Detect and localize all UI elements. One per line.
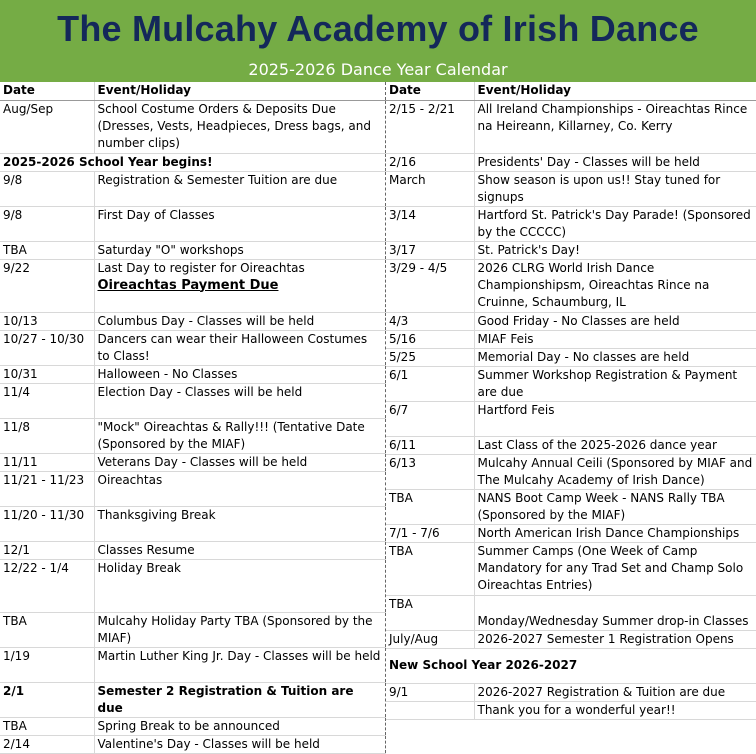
event-description: [94, 312, 385, 330]
event-date: TBA: [386, 489, 474, 524]
event-date: TBA: [0, 717, 94, 735]
event-description: [94, 506, 385, 541]
calendar-row: [386, 312, 756, 330]
event-date: 12/1: [0, 541, 94, 559]
event-text: Martin Luther King Jr. Day - Classes will be held: [97, 648, 381, 663]
event-date: 9/1: [386, 683, 474, 701]
event-description: [94, 612, 385, 647]
event-text: MIAF Feis: [477, 331, 534, 346]
event-text: Show season is upon us!! Stay tuned for signups: [477, 172, 721, 204]
calendar-table-right: [386, 82, 756, 720]
event-date: 11/11: [0, 453, 94, 471]
calendar-row: [0, 559, 385, 612]
calendar-row: [386, 436, 756, 454]
event-description: [94, 471, 385, 506]
calendar-row: [0, 312, 385, 330]
event-date: 6/1: [386, 366, 474, 401]
event-description: [474, 542, 756, 595]
event-date: 3/14: [386, 206, 474, 241]
calendar-row: [386, 595, 756, 630]
calendar-row: [386, 206, 756, 241]
event-description: [474, 683, 756, 701]
event-description: [94, 365, 385, 383]
event-date: 6/11: [386, 436, 474, 454]
event-text: Summer Camps (One Week of Camp Mandatory for any Trad Set and Champ Solo Oireachtas Entries): [477, 543, 744, 592]
event-description: [474, 153, 756, 171]
calendar-row: [386, 630, 756, 648]
event-text: Classes Resume: [97, 542, 195, 557]
calendar-row: [386, 683, 756, 701]
event-date: July/Aug: [386, 630, 474, 648]
calendar-table-left: [0, 82, 386, 754]
calendar-row: [0, 100, 385, 153]
date-header: Date: [386, 82, 474, 100]
event-description: [94, 717, 385, 735]
event-text: Thanksgiving Break: [97, 507, 216, 522]
event-text: St. Patrick's Day!: [477, 242, 580, 257]
event-description: [94, 241, 385, 259]
calendar-row: [0, 541, 385, 559]
event-text: Hartford St. Patrick's Day Parade! (Sponsored by the CCCCC): [477, 207, 751, 239]
event-date: 3/29 - 4/5: [386, 259, 474, 312]
calendar-row: [386, 366, 756, 401]
event-description: [474, 454, 756, 489]
event-description: [474, 330, 756, 348]
event-description: [94, 171, 385, 206]
event-text: 2026-2027 Registration & Tuition are due: [477, 684, 726, 699]
event-description: [94, 259, 385, 312]
event-date: 6/7: [386, 401, 474, 436]
event-text: Oireachtas: [97, 472, 163, 487]
calendar-row: [0, 206, 385, 241]
event-date: 2/16: [386, 153, 474, 171]
calendar-row: [386, 100, 756, 153]
calendar-row: [0, 735, 385, 753]
event-description: [474, 366, 756, 401]
event-date: 10/27 - 10/30: [0, 330, 94, 365]
calendar-row: [0, 647, 385, 682]
event-description: [474, 171, 756, 206]
event-date: 7/1 - 7/6: [386, 524, 474, 542]
event-text: All Ireland Championships - Oireachtas Rince na Heireann, Killarney, Co. Kerry: [477, 101, 748, 133]
event-text: North American Irish Dance Championships: [477, 525, 740, 540]
calendar-row: [386, 489, 756, 524]
calendar-row: [0, 365, 385, 383]
event-date: 5/16: [386, 330, 474, 348]
event-text: Holiday Break: [97, 560, 182, 575]
event-description: [94, 206, 385, 241]
calendar-subtitle: 2025-2026 Dance Year Calendar: [248, 60, 508, 79]
header-row: [0, 82, 385, 100]
calendar-row: [386, 153, 756, 171]
calendar-row: [386, 542, 756, 595]
event-description: [474, 206, 756, 241]
event-date: 4/3: [386, 312, 474, 330]
event-date: 9/8: [0, 206, 94, 241]
calendar-row: [0, 612, 385, 647]
academy-title: The Mulcahy Academy of Irish Dance: [57, 8, 699, 49]
event-description: [94, 330, 385, 365]
calendar-row: [386, 701, 756, 719]
event-date: 11/4: [0, 383, 94, 418]
event-text: Mulcahy Holiday Party TBA (Sponsored by the MIAF): [97, 613, 373, 645]
event-description: [94, 682, 385, 717]
event-date: 3/17: [386, 241, 474, 259]
event-text: Thank you for a wonderful year!!: [477, 702, 676, 717]
section-heading: 2025-2026 School Year begins!: [0, 153, 385, 171]
event-text: Good Friday - No Classes are held: [477, 313, 680, 328]
event-date: 2/1: [0, 682, 94, 717]
event-description: [474, 100, 756, 153]
event-date: TBA: [0, 612, 94, 647]
event-date: 1/19: [0, 647, 94, 682]
oireachtas-payment-due: Oireachtas Payment Due: [97, 277, 279, 293]
calendar-row: [0, 453, 385, 471]
header-banner: [0, 0, 756, 82]
event-date: 9/22: [0, 259, 94, 312]
event-text: NANS Boot Camp Week - NANS Rally TBA (Sponsored by the MIAF): [477, 490, 725, 522]
section-row: [0, 153, 385, 171]
event-header: Event/Holiday: [94, 82, 385, 100]
event-date: 11/20 - 11/30: [0, 506, 94, 541]
event-description: [94, 735, 385, 753]
event-date: TBA: [0, 241, 94, 259]
header-row: [386, 82, 756, 100]
event-description: [474, 436, 756, 454]
event-text: Last Day to register for Oireachtas: [97, 260, 305, 275]
calendar-row: [386, 330, 756, 348]
event-text: Mulcahy Annual Ceili (Sponsored by MIAF and The Mulcahy Academy of Irish Dance): [477, 455, 753, 487]
event-date: Aug/Sep: [0, 100, 94, 153]
event-description: [94, 541, 385, 559]
event-text: Saturday "O" workshops: [97, 242, 244, 257]
calendar-row: [0, 259, 385, 312]
event-text: Election Day - Classes will be held: [97, 384, 303, 399]
calendar-row: [386, 524, 756, 542]
event-text: Valentine's Day - Classes will be held: [97, 736, 320, 751]
event-text: Registration & Semester Tuition are due: [97, 172, 338, 187]
event-description: [474, 312, 756, 330]
event-description: [94, 559, 385, 612]
event-text: First Day of Classes: [97, 207, 215, 222]
event-date: TBA: [386, 542, 474, 595]
event-text: Spring Break to be announced: [97, 718, 280, 733]
calendar-tables: [0, 82, 756, 751]
event-date: 2/14: [0, 735, 94, 753]
event-description: [474, 241, 756, 259]
event-date: March: [386, 171, 474, 206]
event-text: "Mock" Oireachtas & Rally!!! (Tentative Date (Sponsored by the MIAF): [97, 419, 365, 451]
event-description: [94, 418, 385, 453]
calendar-row: [386, 259, 756, 312]
section-row: [386, 648, 756, 683]
section-heading: New School Year 2026-2027: [386, 648, 756, 683]
event-description: [474, 489, 756, 524]
event-date: 11/8: [0, 418, 94, 453]
calendar-row: [0, 506, 385, 541]
calendar-row: [386, 454, 756, 489]
event-text: Halloween - No Classes: [97, 366, 238, 381]
event-header: Event/Holiday: [474, 82, 756, 100]
calendar-row: [0, 418, 385, 453]
event-date: 10/31: [0, 365, 94, 383]
event-text: Presidents' Day - Classes will be held: [477, 154, 700, 169]
event-description: [94, 453, 385, 471]
event-text: Hartford Feis: [477, 402, 555, 417]
event-description: [474, 348, 756, 366]
event-text: Summer Workshop Registration & Payment are due: [477, 367, 738, 399]
event-description: [474, 701, 756, 719]
event-date: 6/13: [386, 454, 474, 489]
event-text: Veterans Day - Classes will be held: [97, 454, 308, 469]
event-date: 10/13: [0, 312, 94, 330]
event-text: Monday/Wednesday Summer drop-in Classes: [477, 613, 749, 628]
calendar-row: [386, 241, 756, 259]
event-text: 2026 CLRG World Irish Dance Championshipsm, Oireachtas Rince na Cruinne, Schaumburg, IL: [477, 260, 710, 309]
calendar-row: [0, 241, 385, 259]
date-header: Date: [0, 82, 94, 100]
calendar-row: [386, 401, 756, 436]
calendar-row: [386, 171, 756, 206]
event-date: 11/21 - 11/23: [0, 471, 94, 506]
event-date: 12/22 - 1/4: [0, 559, 94, 612]
calendar-row: [0, 171, 385, 206]
calendar-row: [0, 383, 385, 418]
event-date: 9/8: [0, 171, 94, 206]
event-date: [386, 701, 474, 719]
calendar-row: [0, 471, 385, 506]
event-description: [474, 595, 756, 630]
calendar-row: [0, 682, 385, 717]
event-text: Dancers can wear their Halloween Costumes to Class!: [97, 331, 368, 363]
calendar-row: [0, 330, 385, 365]
calendar-row: [386, 348, 756, 366]
event-text: 2026-2027 Semester 1 Registration Opens: [477, 631, 734, 646]
event-text: School Costume Orders & Deposits Due (Dresses, Vests, Headpieces, Dress bags, and number clips): [97, 101, 371, 150]
event-description: [474, 401, 756, 436]
event-description: [474, 259, 756, 312]
event-text: Semester 2 Registration & Tuition are due: [97, 683, 354, 715]
event-description: [94, 647, 385, 682]
calendar-row: [0, 717, 385, 735]
event-text: Last Class of the 2025-2026 dance year: [477, 437, 717, 452]
event-text: Columbus Day - Classes will be held: [97, 313, 315, 328]
event-date: TBA: [386, 595, 474, 630]
event-description: [474, 630, 756, 648]
event-date: 2/15 - 2/21: [386, 100, 474, 153]
event-description: [94, 100, 385, 153]
event-text: Memorial Day - No classes are held: [477, 349, 690, 364]
event-description: [94, 383, 385, 418]
event-description: [474, 524, 756, 542]
event-date: 5/25: [386, 348, 474, 366]
